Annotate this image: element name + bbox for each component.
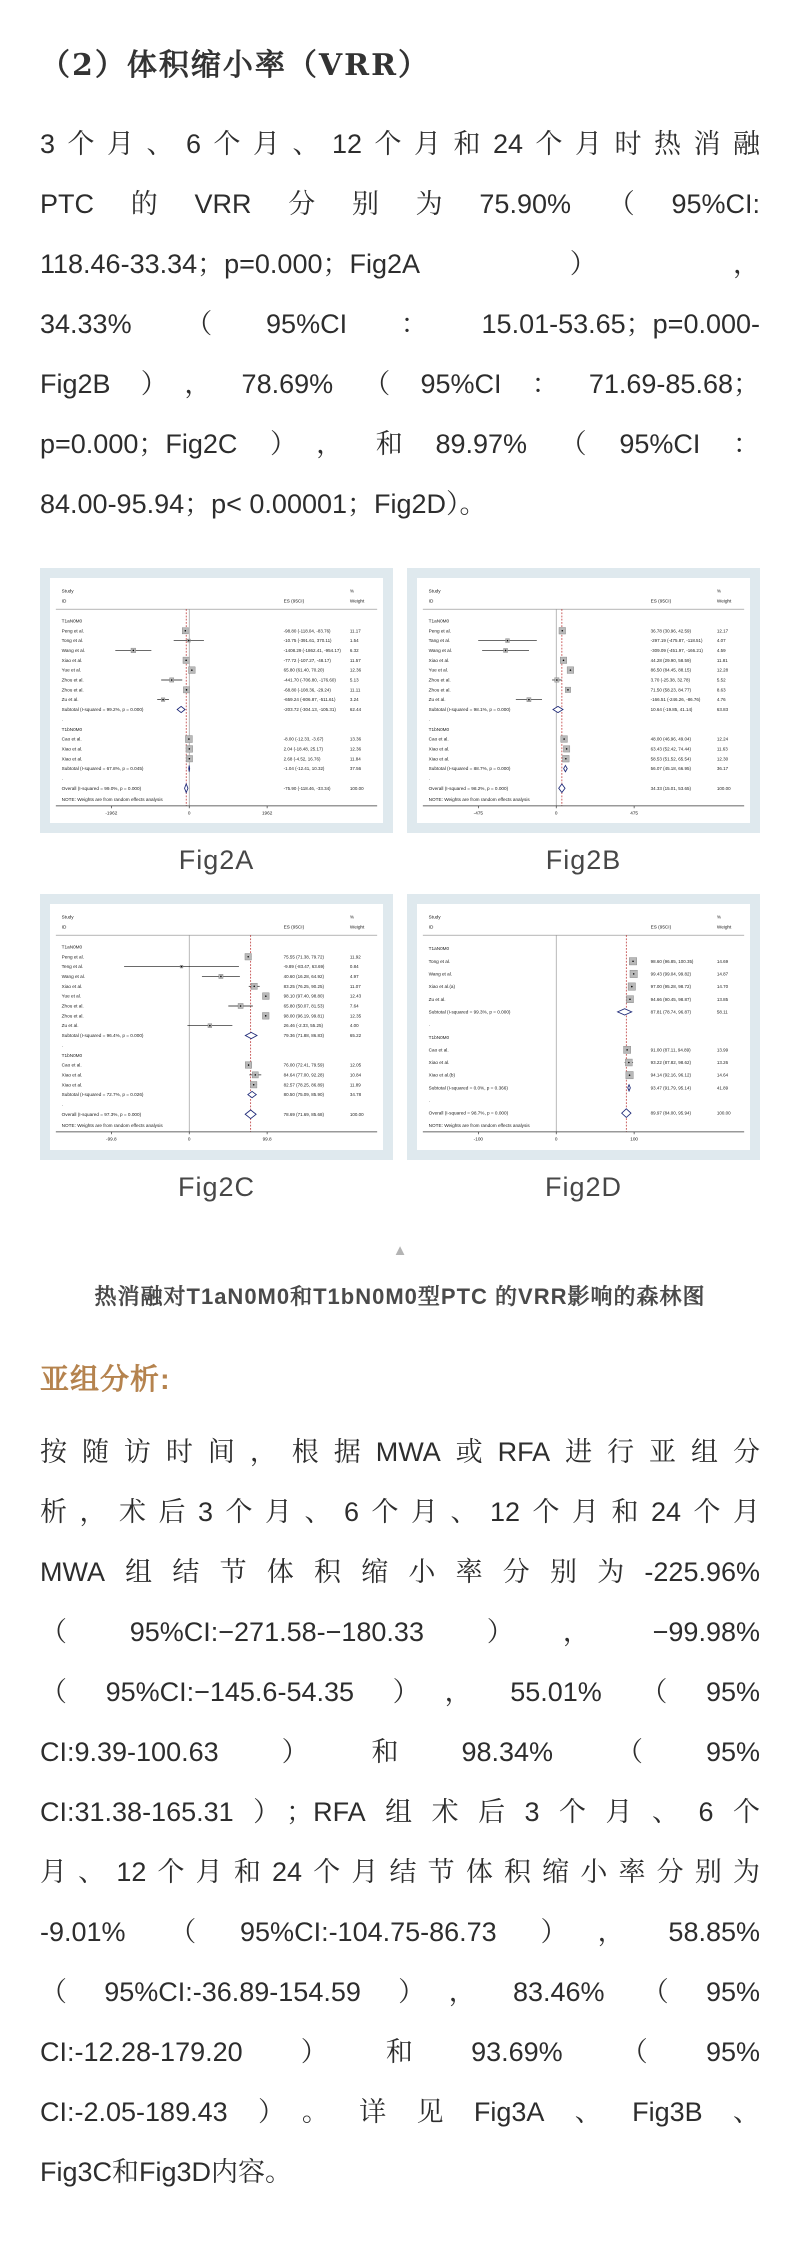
- svg-text:Study: Study: [61, 588, 74, 594]
- svg-text:2.68 (-4.52, 16.76): 2.68 (-4.52, 16.76): [283, 756, 321, 762]
- svg-text:T1bN0M0: T1bN0M0: [61, 1053, 83, 1059]
- svg-text:Weight: Weight: [716, 598, 732, 604]
- svg-text:Xiao et al.: Xiao et al.: [428, 756, 450, 762]
- svg-text:Zhou et al.: Zhou et al.: [428, 687, 451, 693]
- svg-text:T1bN0M0: T1bN0M0: [428, 1035, 450, 1041]
- paragraph-subgroup-results: [40, 1422, 760, 2202]
- svg-text:0: 0: [554, 810, 558, 816]
- svg-text:-99.8: -99.8: [106, 1136, 117, 1142]
- svg-text:56.07 (45.18, 66.95): 56.07 (45.18, 66.95): [650, 766, 691, 772]
- svg-text:Peng et al.: Peng et al.: [428, 628, 451, 634]
- svg-text:37.56: 37.56: [349, 766, 362, 772]
- svg-text:4.00: 4.00: [349, 1023, 359, 1029]
- fig2d-label: Fig2D: [544, 1171, 623, 1202]
- svg-text:3.24: 3.24: [349, 697, 359, 703]
- svg-text:Cao et al.: Cao et al.: [61, 1062, 82, 1068]
- svg-text:Weight: Weight: [349, 598, 365, 604]
- svg-text:94.14 (92.16, 96.12): 94.14 (92.16, 96.12): [650, 1073, 691, 1079]
- paragraph-line: Fig3C和Fig3D内容。: [40, 2156, 293, 2187]
- svg-text:ID: ID: [428, 598, 434, 604]
- svg-text:ID: ID: [61, 598, 67, 604]
- svg-text:82.57 (78.25, 86.89): 82.57 (78.25, 86.89): [283, 1082, 324, 1088]
- svg-text:71.50 (58.23, 84.77): 71.50 (58.23, 84.77): [650, 687, 691, 693]
- svg-text:11.07: 11.07: [349, 984, 361, 990]
- svg-text:-77.72 (-107.27, -48.17): -77.72 (-107.27, -48.17): [283, 657, 331, 663]
- svg-text:T1aN0M0: T1aN0M0: [61, 618, 83, 624]
- svg-text:Xiao et al.: Xiao et al.: [428, 657, 450, 663]
- svg-text:3.70 (-25.38, 32.78): 3.70 (-25.38, 32.78): [650, 677, 690, 683]
- svg-text:T1bN0M0: T1bN0M0: [428, 726, 450, 732]
- paragraph-line: （95%CI:−271.58-−180.33），−99.98%: [40, 1616, 760, 1647]
- paragraph-line: CI:9.39-100.63）和98.34%（95%: [40, 1736, 760, 1767]
- svg-text:-297.19 (-475.87, -118.51): -297.19 (-475.87, -118.51): [650, 638, 703, 644]
- svg-text:Subtotal (I-squared = 0.0%, p: Subtotal (I-squared = 0.0%, p = 0.366): [428, 1085, 508, 1091]
- svg-text:11.89: 11.89: [349, 1082, 361, 1088]
- svg-text:76.00 (72.41, 79.59): 76.00 (72.41, 79.59): [283, 1062, 324, 1068]
- svg-text:100: 100: [630, 1136, 639, 1142]
- svg-text:11.81: 11.81: [716, 657, 728, 663]
- svg-text:12.30: 12.30: [716, 756, 729, 762]
- svg-text:11.11: 11.11: [349, 687, 361, 693]
- svg-text:11.17: 11.17: [349, 628, 361, 634]
- svg-text:100.00: 100.00: [716, 785, 731, 791]
- svg-text:100.00: 100.00: [716, 1111, 731, 1117]
- svg-text:Cao et al.: Cao et al.: [61, 736, 82, 742]
- svg-text:Overall (I-squared = 97.3%, p: Overall (I-squared = 97.3%, p = 0.000): [61, 1112, 142, 1118]
- svg-text:91.00 (87.11, 94.89): 91.00 (87.11, 94.89): [650, 1047, 691, 1053]
- svg-text:98.10 (97.40, 98.80): 98.10 (97.40, 98.80): [283, 994, 324, 1000]
- svg-text:63.83: 63.83: [716, 707, 729, 713]
- svg-text:Study: Study: [428, 588, 441, 594]
- svg-text:2.04 (-18.48, 25.17): 2.04 (-18.48, 25.17): [283, 746, 323, 752]
- svg-text:1.54: 1.54: [349, 638, 359, 644]
- svg-text:Wang et al.: Wang et al.: [61, 974, 86, 980]
- svg-text:T1bN0M0: T1bN0M0: [61, 726, 83, 732]
- svg-text:.: .: [428, 716, 430, 722]
- svg-text:T1aN0M0: T1aN0M0: [428, 946, 450, 952]
- svg-text:-659.24 (-806.87, -511.61): -659.24 (-806.87, -511.61): [283, 697, 336, 703]
- svg-text:0: 0: [187, 1136, 191, 1142]
- svg-text:Weight: Weight: [716, 924, 732, 930]
- svg-text:Wang et al.: Wang et al.: [428, 971, 453, 977]
- figure-grid: [40, 568, 760, 1221]
- figure-caption-block: [40, 1243, 760, 1311]
- svg-text:ID: ID: [428, 924, 434, 930]
- svg-text:Zhou et al.: Zhou et al.: [61, 687, 84, 693]
- svg-text:-75.90 (-118.46, -33.34): -75.90 (-118.46, -33.34): [283, 785, 331, 791]
- svg-text:Tang et al.: Tang et al.: [428, 638, 451, 644]
- svg-text:78.69 (71.69, 85.68): 78.69 (71.69, 85.68): [283, 1112, 324, 1118]
- paragraph-line: 析，术后3个月、6个月、12个月和24个月: [40, 1496, 760, 1527]
- svg-text:12.05: 12.05: [349, 1062, 362, 1068]
- svg-text:13.99: 13.99: [716, 1047, 729, 1053]
- svg-text:11.92: 11.92: [349, 954, 361, 960]
- svg-text:Yue et al.: Yue et al.: [61, 667, 82, 673]
- svg-text:65.80 (50.07, 81.53): 65.80 (50.07, 81.53): [283, 1003, 324, 1009]
- svg-text:Xiao et al.(b): Xiao et al.(b): [428, 1073, 456, 1079]
- svg-text:Wang et al.: Wang et al.: [61, 647, 86, 653]
- paragraph-line: CI:-2.05-189.43）。详见Fig3A、Fig3B、: [40, 2096, 760, 2127]
- svg-text:14.70: 14.70: [716, 984, 729, 990]
- paragraph-line: 3个月、6个月、12个月和24个月时热消融: [40, 129, 760, 159]
- svg-text:Xiao et al.: Xiao et al.: [61, 1072, 83, 1078]
- svg-text:Overall (I-squared = 99.0%, p: Overall (I-squared = 99.0%, p = 0.000): [61, 785, 142, 791]
- svg-text:11.63: 11.63: [716, 746, 728, 752]
- fig2c-panel: [40, 894, 393, 1159]
- svg-text:-9.89 (-83.47, 63.69): -9.89 (-83.47, 63.69): [283, 964, 325, 970]
- fig2b-forest-plot-svg: [417, 578, 750, 823]
- svg-text:.: .: [428, 775, 430, 781]
- svg-text:84.64 (77.00, 92.28): 84.64 (77.00, 92.28): [283, 1072, 324, 1078]
- svg-text:Subtotal (I-squared = 99.2%, p: Subtotal (I-squared = 99.2%, p = 0.000): [61, 707, 144, 713]
- svg-text:Overall (I-squared = 98.7%, p: Overall (I-squared = 98.7%, p = 0.000): [428, 1111, 509, 1117]
- fig2c-figure: [40, 894, 393, 1220]
- svg-text:-98.80 (-118.04, -83.76): -98.80 (-118.04, -83.76): [283, 628, 331, 634]
- svg-text:Tong et al.: Tong et al.: [428, 959, 451, 965]
- figure-caption: 热消融对T1aN0M0和T1bN0M0型PTC 的VRR影响的森林图: [94, 1283, 706, 1309]
- svg-text:44.28 (29.90, 58.59): 44.28 (29.90, 58.59): [650, 657, 691, 663]
- svg-text:-8.00 (-12.33, -3.67): -8.00 (-12.33, -3.67): [283, 736, 324, 742]
- svg-text:-1408.29 (-1862.41, -954.17): -1408.29 (-1862.41, -954.17): [283, 647, 341, 653]
- svg-text:12.28: 12.28: [716, 667, 729, 673]
- svg-text:Wang et al.: Wang et al.: [428, 647, 453, 653]
- svg-text:-100: -100: [473, 1136, 484, 1142]
- svg-text:75.55 (71.38, 79.72): 75.55 (71.38, 79.72): [283, 954, 324, 960]
- svg-text:93.22 (87.82, 98.62): 93.22 (87.82, 98.62): [650, 1060, 691, 1066]
- svg-text:14.64: 14.64: [716, 1073, 729, 1079]
- svg-text:NOTE: Weights are from random: NOTE: Weights are from random effects analysis: [428, 1123, 530, 1129]
- fig2d-panel: [407, 894, 760, 1159]
- svg-text:4.59: 4.59: [716, 647, 726, 653]
- svg-text:Subtotal (I-squared = 88.7%, p: Subtotal (I-squared = 88.7%, p = 0.000): [428, 766, 511, 772]
- svg-text:Subtotal (I-squared = 96.4%, p: Subtotal (I-squared = 96.4%, p = 0.000): [61, 1033, 144, 1039]
- paragraph-line: PTC的VRR分别为75.90%（95%CI:: [40, 189, 760, 219]
- svg-text:%: %: [716, 588, 722, 594]
- svg-text:Yue et al.: Yue et al.: [61, 994, 82, 1000]
- section-title: （2）体积缩小率（VRR）: [40, 48, 431, 83]
- fig2a-panel: [40, 568, 393, 833]
- svg-text:4.97: 4.97: [349, 974, 359, 980]
- svg-text:ES (95CI): ES (95CI): [650, 924, 672, 930]
- svg-text:Study: Study: [428, 914, 441, 920]
- paragraph-line: 月、12个月和24个月结节体积缩小率分别为: [40, 1856, 760, 1887]
- svg-text:13.36: 13.36: [349, 736, 362, 742]
- paragraph-line: CI:-12.28-179.20）和93.69%（95%: [40, 2036, 760, 2067]
- svg-text:Xiao et al.: Xiao et al.: [61, 1082, 83, 1088]
- svg-text:.: .: [428, 1022, 430, 1028]
- svg-text:5.52: 5.52: [716, 677, 726, 683]
- svg-text:12.36: 12.36: [349, 746, 362, 752]
- svg-text:Xiao et al.: Xiao et al.: [61, 756, 83, 762]
- svg-text:12.35: 12.35: [349, 1013, 362, 1019]
- svg-text:10.64 (-19.85, 41.14): 10.64 (-19.85, 41.14): [650, 707, 693, 713]
- svg-text:-10.75 (-391.61, 370.11): -10.75 (-391.61, 370.11): [283, 638, 332, 644]
- svg-text:5.13: 5.13: [349, 677, 359, 683]
- fig2b-figure: [407, 568, 760, 894]
- svg-text:Subtotal (I-squared = 72.7%, p: Subtotal (I-squared = 72.7%, p = 0.026): [61, 1092, 144, 1098]
- svg-text:-1.04 (-12.41, 10.32): -1.04 (-12.41, 10.32): [283, 766, 325, 772]
- svg-text:62.44: 62.44: [349, 707, 362, 713]
- svg-text:0: 0: [187, 810, 191, 816]
- svg-text:13.26: 13.26: [716, 1060, 729, 1066]
- svg-text:.: .: [428, 1098, 430, 1104]
- svg-text:10.84: 10.84: [349, 1072, 362, 1078]
- svg-text:58.53 (51.52, 65.54): 58.53 (51.52, 65.54): [650, 756, 691, 762]
- fig2a-forest-plot-svg: [50, 578, 383, 823]
- svg-text:11.84: 11.84: [349, 756, 361, 762]
- svg-text:40.60 (16.28, 64.92): 40.60 (16.28, 64.92): [283, 974, 324, 980]
- svg-text:99.43 (99.04, 99.82): 99.43 (99.04, 99.82): [650, 971, 691, 977]
- svg-text:12.17: 12.17: [716, 628, 729, 634]
- svg-text:ES (95CI): ES (95CI): [283, 924, 305, 930]
- paragraph-line: Fig2B），78.69%（95%CI：71.69-85.68；: [40, 369, 760, 399]
- svg-text:Xiao et al.(a): Xiao et al.(a): [428, 984, 456, 990]
- triangle-up-icon[interactable]: ▲: [392, 1241, 408, 1259]
- svg-text:Zu et al.: Zu et al.: [428, 997, 446, 1003]
- svg-text:58.11: 58.11: [716, 1009, 728, 1015]
- svg-text:475: 475: [630, 810, 639, 816]
- svg-text:Tong et al.: Tong et al.: [61, 638, 84, 644]
- svg-text:Subtotal (I-squared = 67.8%, p: Subtotal (I-squared = 67.8%, p = 0.045): [61, 766, 144, 772]
- svg-text:12.24: 12.24: [716, 736, 729, 742]
- svg-text:Zhou et al.: Zhou et al.: [61, 1003, 84, 1009]
- svg-text:Zu et al.: Zu et al.: [428, 697, 446, 703]
- svg-text:NOTE: Weights are from random: NOTE: Weights are from random effects analysis: [428, 796, 530, 802]
- svg-text:.: .: [61, 775, 63, 781]
- svg-text:65.22: 65.22: [349, 1033, 362, 1039]
- svg-text:79.36 (71.88, 86.83): 79.36 (71.88, 86.83): [283, 1033, 324, 1039]
- svg-text:36.78 (30.96, 42.59): 36.78 (30.96, 42.59): [650, 628, 691, 634]
- svg-text:12.43: 12.43: [349, 994, 362, 1000]
- svg-text:-309.09 (-451.97, -166.21): -309.09 (-451.97, -166.21): [650, 647, 703, 653]
- svg-text:41.89: 41.89: [716, 1085, 729, 1091]
- svg-text:Cao et al.: Cao et al.: [428, 1047, 449, 1053]
- svg-text:Peng et al.: Peng et al.: [61, 954, 84, 960]
- svg-text:8.63: 8.63: [716, 687, 726, 693]
- svg-text:4.76: 4.76: [716, 697, 726, 703]
- paragraph-line: -9.01%（95%CI:-104.75-86.73），58.85%: [40, 1916, 760, 1947]
- svg-text:T1aN0M0: T1aN0M0: [428, 618, 450, 624]
- paragraph-line: 118.46-33.34；p=0.000；Fig2A），: [40, 249, 760, 279]
- svg-text:100.00: 100.00: [349, 785, 364, 791]
- svg-text:%: %: [349, 914, 355, 920]
- svg-text:Subtotal (I-squared = 99.3%, p: Subtotal (I-squared = 99.3%, p = 0.000): [428, 1009, 511, 1015]
- paragraph-line: CI:31.38-165.31）；RFA组术后3个月、6个: [40, 1796, 760, 1827]
- svg-text:Xiao et al.: Xiao et al.: [428, 1060, 450, 1066]
- fig2b-panel: [407, 568, 760, 833]
- svg-text:36.17: 36.17: [716, 766, 729, 772]
- svg-text:Zhou et al.: Zhou et al.: [61, 1013, 84, 1019]
- paragraph-line: （95%CI:-36.89-154.59），83.46%（95%: [40, 1976, 760, 2007]
- svg-text:Xiao et al.: Xiao et al.: [61, 984, 83, 990]
- svg-text:-475: -475: [473, 810, 484, 816]
- svg-text:Xiao et al.: Xiao et al.: [61, 746, 83, 752]
- svg-text:99.8: 99.8: [262, 1136, 272, 1142]
- svg-text:63.43 (52.42, 74.44): 63.43 (52.42, 74.44): [650, 746, 691, 752]
- svg-text:26.46 (-2.33, 55.25): 26.46 (-2.33, 55.25): [283, 1023, 323, 1029]
- fig2a-figure: [40, 568, 393, 894]
- svg-text:65.80 (61.40, 70.20): 65.80 (61.40, 70.20): [283, 667, 324, 673]
- svg-text:Xiao et al.: Xiao et al.: [428, 746, 450, 752]
- paragraph-vrr-results: [40, 114, 760, 534]
- svg-text:.: .: [61, 1102, 63, 1108]
- fig2c-label: Fig2C: [177, 1171, 256, 1202]
- svg-text:86.50 (84.45, 88.15): 86.50 (84.45, 88.15): [650, 667, 691, 673]
- svg-text:.: .: [61, 1043, 63, 1049]
- svg-text:NOTE: Weights are from random: NOTE: Weights are from random effects analysis: [61, 796, 163, 802]
- subgroup-analysis-heading: 亚组分析:: [40, 1363, 171, 1396]
- svg-text:Zu et al.: Zu et al.: [61, 697, 79, 703]
- svg-text:0: 0: [554, 1136, 558, 1142]
- svg-text:-441.70 (-706.80, -176.60): -441.70 (-706.80, -176.60): [283, 677, 336, 683]
- svg-text:ES (95CI): ES (95CI): [650, 598, 672, 604]
- svg-text:Teng et al.: Teng et al.: [61, 964, 84, 970]
- svg-text:Zu et al.: Zu et al.: [61, 1023, 79, 1029]
- svg-text:87.81 (78.74, 96.87): 87.81 (78.74, 96.87): [650, 1009, 691, 1015]
- paragraph-line: 按随访时间，根据MWA或RFA进行亚组分: [40, 1436, 760, 1467]
- fig2d-figure: [407, 894, 760, 1220]
- svg-text:34.78: 34.78: [349, 1092, 362, 1098]
- svg-text:Study: Study: [61, 914, 74, 920]
- svg-text:T1aN0M0: T1aN0M0: [61, 944, 83, 950]
- svg-text:Xiao et al.: Xiao et al.: [61, 657, 83, 663]
- paragraph-line: p=0.000；Fig2C），和89.97%（95%CI：: [40, 429, 760, 459]
- svg-text:Yue et al.: Yue et al.: [428, 667, 449, 673]
- svg-text:34.33 (15.01, 53.65): 34.33 (15.01, 53.65): [650, 785, 691, 791]
- svg-text:%: %: [716, 914, 722, 920]
- svg-text:Peng et al.: Peng et al.: [61, 628, 84, 634]
- fig2b-label: Fig2B: [545, 845, 622, 876]
- svg-text:-203.72 (-304.13, -105.31): -203.72 (-304.13, -105.31): [283, 707, 336, 713]
- svg-text:-68.80 (-108.36, -29.24): -68.80 (-108.36, -29.24): [283, 687, 331, 693]
- paragraph-line: MWA组结节体积缩小率分别为-225.96%: [40, 1556, 760, 1587]
- svg-text:89.97 (84.00, 95.94): 89.97 (84.00, 95.94): [650, 1111, 691, 1117]
- svg-text:98.60 (96.85, 100.35): 98.60 (96.85, 100.35): [650, 959, 694, 965]
- svg-text:6.32: 6.32: [349, 647, 359, 653]
- fig2c-forest-plot-svg: [50, 904, 383, 1149]
- svg-text:Weight: Weight: [349, 924, 365, 930]
- svg-text:98.00 (96.19, 99.81): 98.00 (96.19, 99.81): [283, 1013, 324, 1019]
- svg-text:4.07: 4.07: [716, 638, 726, 644]
- svg-text:0.84: 0.84: [349, 964, 359, 970]
- svg-text:1962: 1962: [261, 810, 273, 816]
- svg-text:14.87: 14.87: [716, 971, 729, 977]
- svg-text:100.00: 100.00: [349, 1112, 364, 1118]
- paragraph-line: 34.33%（95%CI：15.01-53.65；p=0.000-: [40, 309, 760, 339]
- svg-text:7.64: 7.64: [349, 1003, 359, 1009]
- svg-text:12.36: 12.36: [349, 667, 362, 673]
- svg-text:97.00 (95.28, 98.72): 97.00 (95.28, 98.72): [650, 984, 691, 990]
- svg-text:80.50 (75.09, 85.90): 80.50 (75.09, 85.90): [283, 1092, 324, 1098]
- svg-text:NOTE: Weights are from random: NOTE: Weights are from random effects analysis: [61, 1123, 163, 1129]
- fig2a-label: Fig2A: [178, 845, 255, 876]
- svg-text:Subtotal (I-squared = 98.1%, p: Subtotal (I-squared = 98.1%, p = 0.000): [428, 707, 511, 713]
- svg-text:Overall (I-squared = 98.2%, p: Overall (I-squared = 98.2%, p = 0.000): [428, 785, 509, 791]
- svg-text:93.47 (91.79, 95.14): 93.47 (91.79, 95.14): [650, 1085, 691, 1091]
- svg-text:%: %: [349, 588, 355, 594]
- svg-text:Cao et al.: Cao et al.: [428, 736, 449, 742]
- svg-text:14.69: 14.69: [716, 959, 729, 965]
- svg-text:Zhou et al.: Zhou et al.: [61, 677, 84, 683]
- svg-text:ID: ID: [61, 924, 67, 930]
- svg-text:.: .: [61, 716, 63, 722]
- fig2d-forest-plot-svg: [417, 904, 750, 1149]
- svg-text:ES (95CI): ES (95CI): [283, 598, 305, 604]
- svg-text:13.85: 13.85: [716, 997, 729, 1003]
- paragraph-line: 84.00-95.94；p< 0.00001；Fig2D）。: [40, 489, 487, 519]
- svg-text:94.66 (90.45, 98.87): 94.66 (90.45, 98.87): [650, 997, 691, 1003]
- svg-text:48.00 (46.96, 49.04): 48.00 (46.96, 49.04): [650, 736, 691, 742]
- paragraph-line: （95%CI:−145.6-54.35），55.01%（95%: [40, 1676, 760, 1707]
- svg-text:Zhou et al.: Zhou et al.: [428, 677, 451, 683]
- svg-text:11.57: 11.57: [349, 657, 361, 663]
- svg-text:-166.51 (-246.26, -86.76): -166.51 (-246.26, -86.76): [650, 697, 701, 703]
- svg-text:-1962: -1962: [105, 810, 118, 816]
- svg-text:83.25 (76.25, 90.25): 83.25 (76.25, 90.25): [283, 984, 324, 990]
